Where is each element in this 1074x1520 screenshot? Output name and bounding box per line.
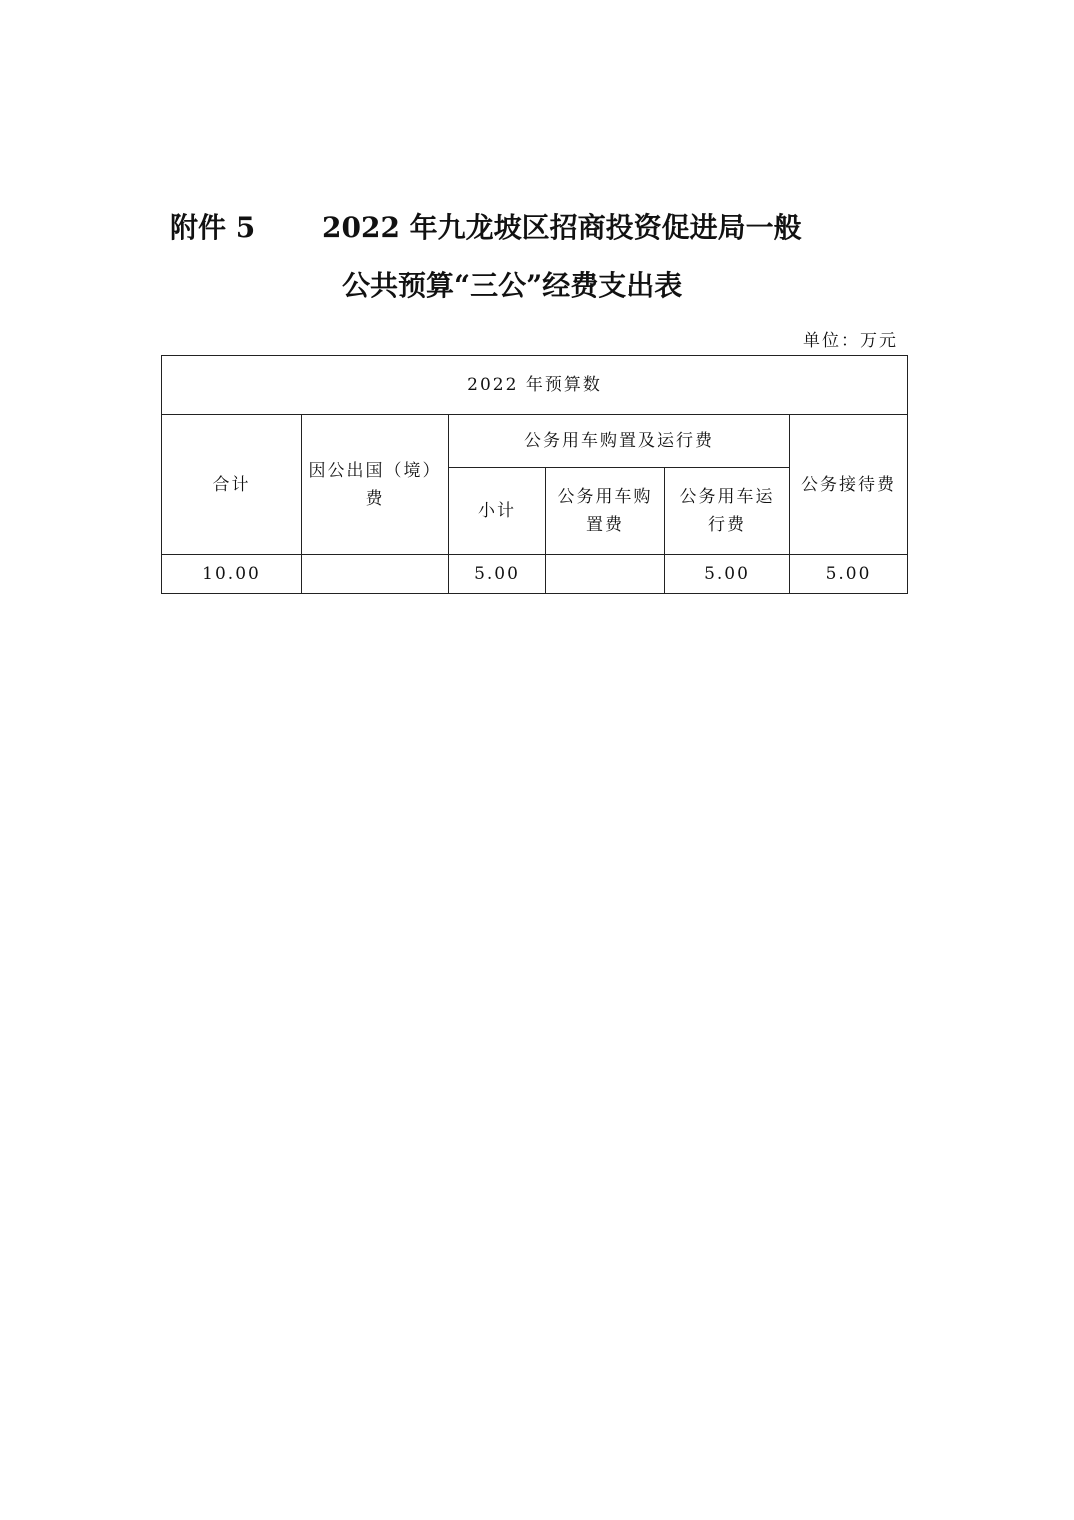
header-overseas: 因公出国（境）费 (302, 415, 449, 555)
table-group-header-row (162, 356, 908, 415)
document-title-line1 (170, 206, 870, 250)
cell-reception: 5.00 (790, 555, 908, 594)
header-vehicle-group: 公务用车购置及运行费 (449, 415, 790, 468)
group-header-cell: 2022 年预算数 (162, 356, 908, 415)
header-total: 合计 (162, 415, 302, 555)
unit-label: 单位：万元 (803, 331, 898, 351)
header-vehicle-operation: 公务用车运行费 (665, 468, 790, 555)
title-text-line1: 2022 年九龙坡区招商投资促进局一般 (322, 211, 802, 244)
cell-vehicle-operation: 5.00 (665, 555, 790, 594)
document-title-line2: 公共预算“三公”经费支出表 (342, 269, 683, 302)
cell-vehicle-subtotal: 5.00 (449, 555, 546, 594)
header-vehicle-purchase: 公务用车购置费 (546, 468, 665, 555)
table-row (162, 555, 908, 594)
header-vehicle-subtotal: 小计 (449, 468, 546, 555)
table-header-row (162, 415, 908, 468)
attachment-label: 附件 5 (170, 211, 256, 244)
budget-table (161, 355, 908, 594)
cell-vehicle-purchase (546, 555, 665, 594)
header-reception: 公务接待费 (790, 415, 908, 555)
cell-overseas (302, 555, 449, 594)
cell-total: 10.00 (162, 555, 302, 594)
